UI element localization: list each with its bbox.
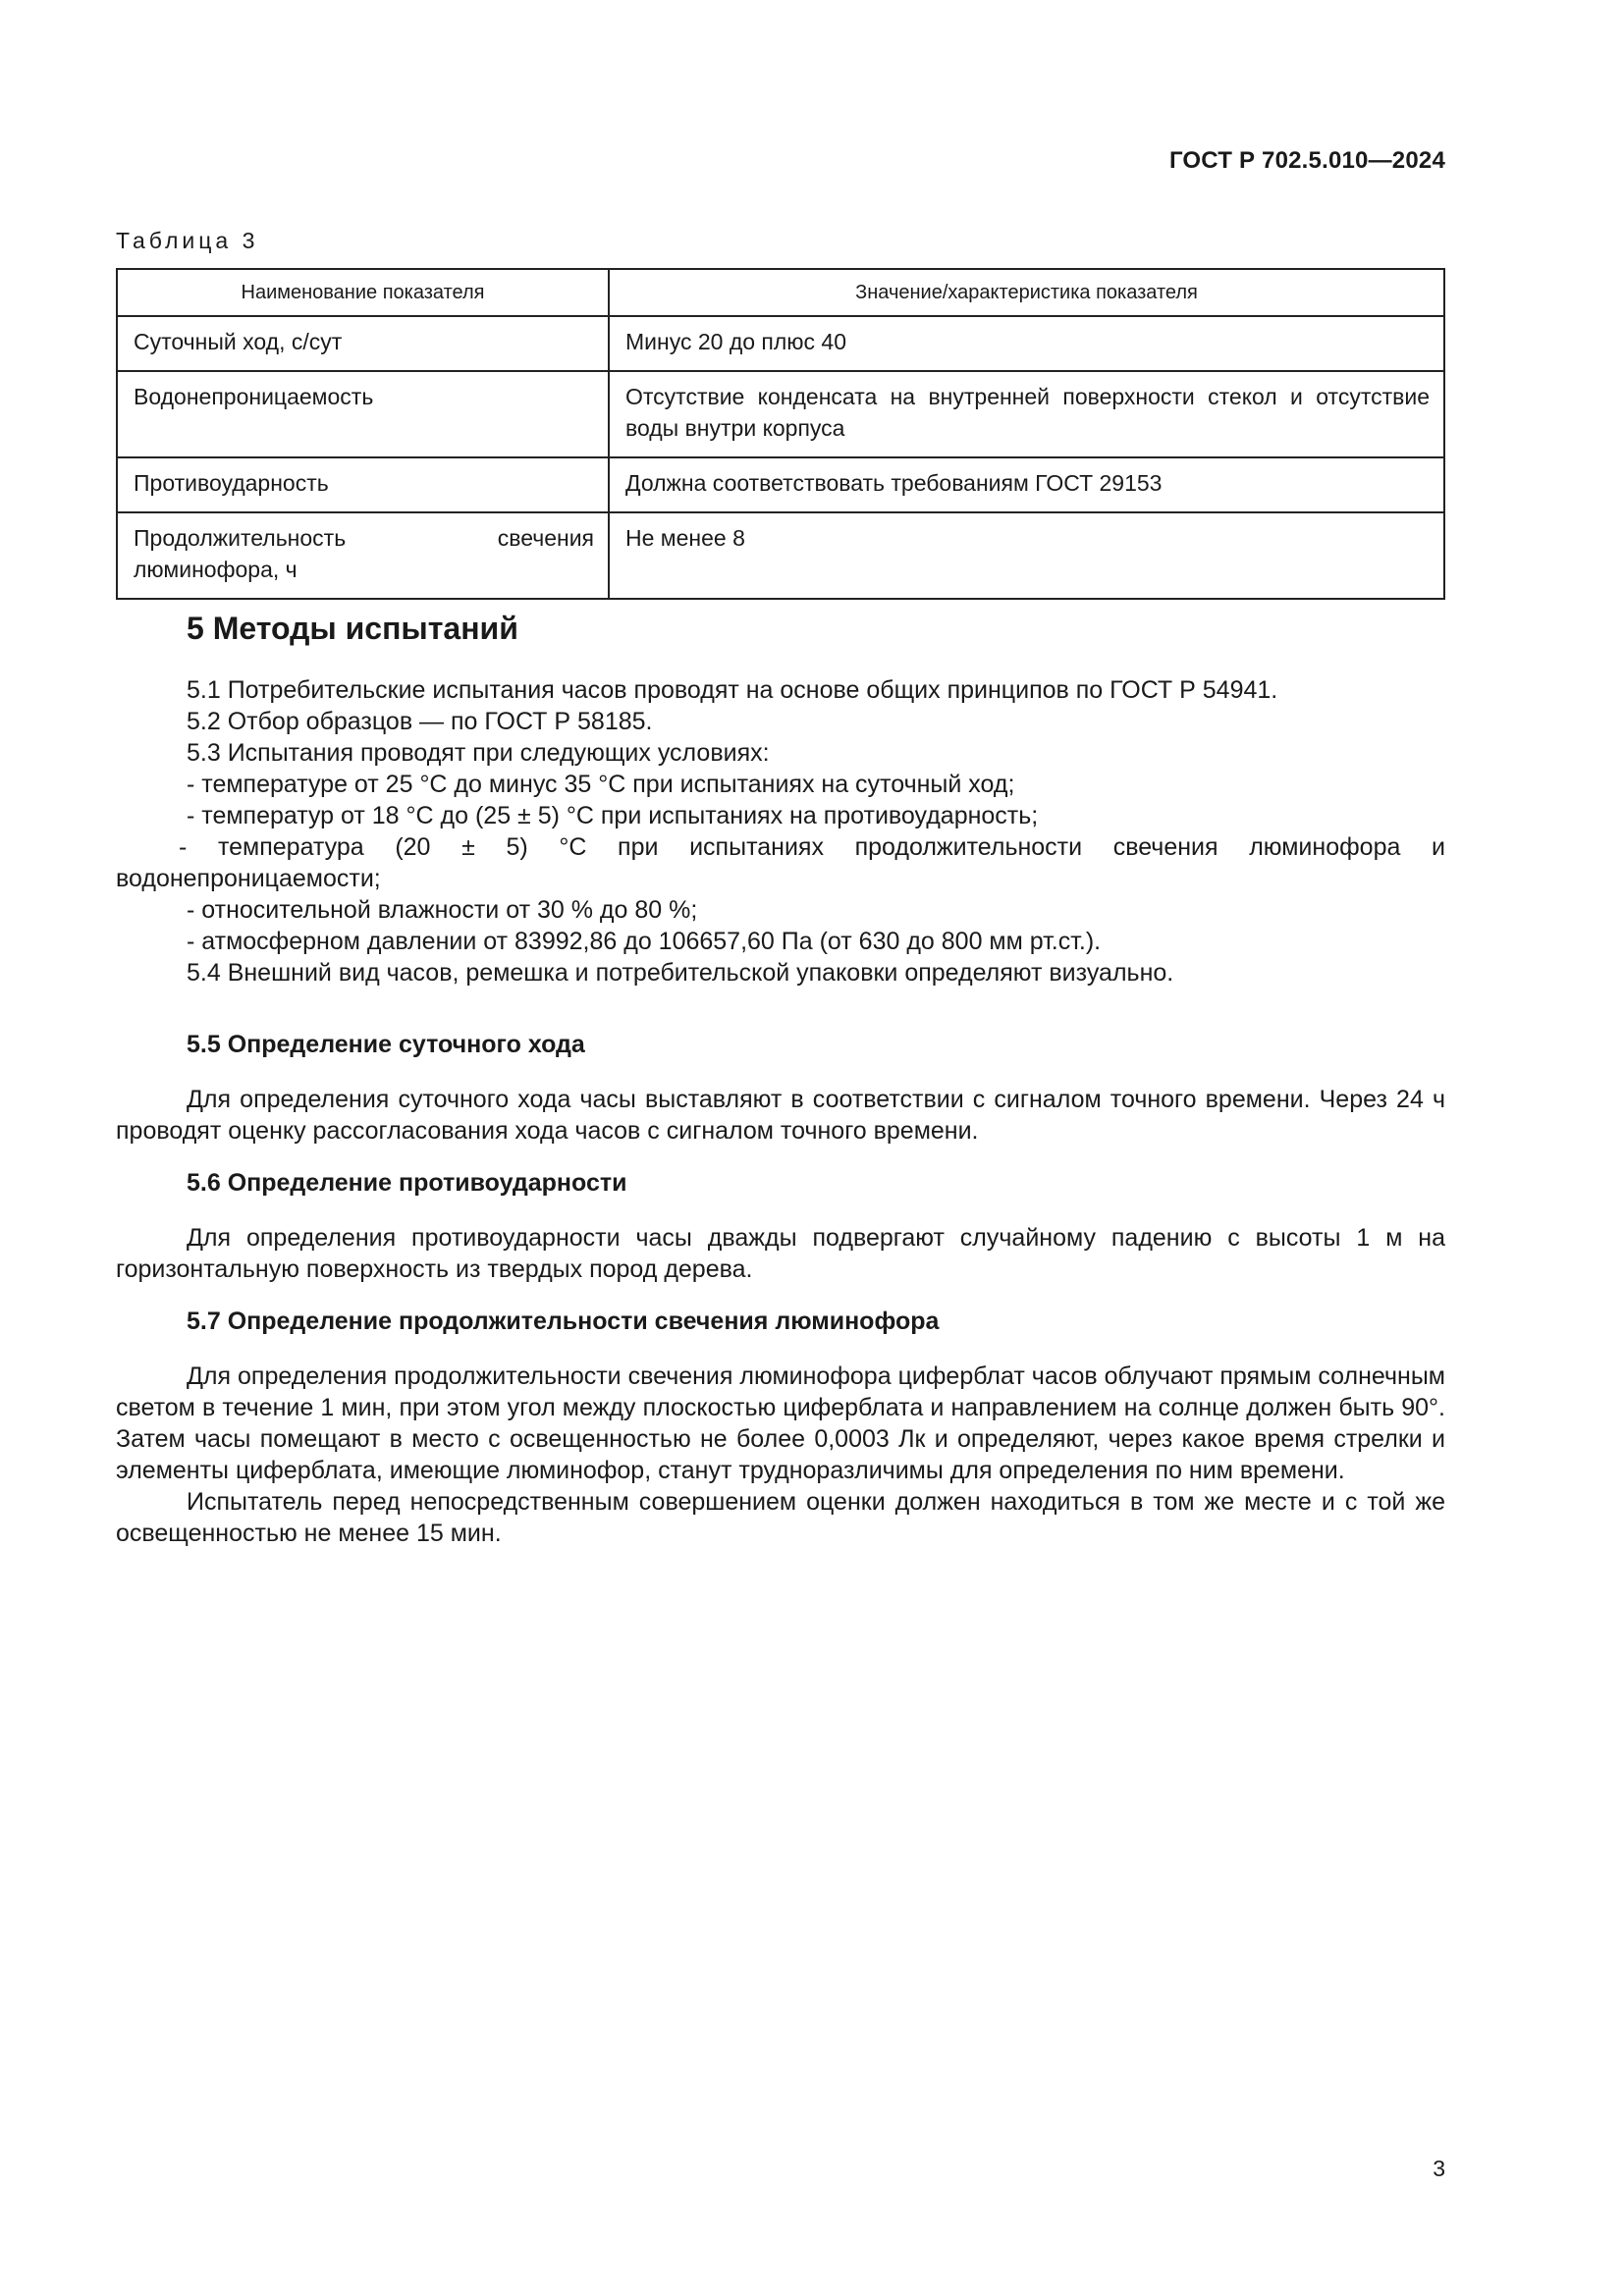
subsection-text: Испытатель перед непосредственным совершением оценки должен находиться в том же месте и с той же освещенностью не менее 15 мин.: [116, 1488, 1445, 1547]
subsection-text: Для определения продолжительности свечения люминофора циферблат часов облучают прямым солнечным светом в течение 1 мин, при этом угол между плоскостью циферблата и направлением на солнце должен быть 90°. Затем часы помещают в место с освещенностью не более 0,0003 Лк и определяют, через какое время стрелки и элементы циферблата, имеющие люминофор, станут трудноразличимы для определения по ним времени.: [116, 1362, 1445, 1484]
paragraph-5-2: 5.2 Отбор образцов — по ГОСТ Р 58185.: [187, 708, 653, 735]
table-cell-value: Отсутствие конденсата на внутренней поверхности стекол и отсутствие воды внутри корпуса: [609, 371, 1444, 457]
table-cell-name: Водонепроницаемость: [117, 371, 609, 457]
table-caption: Таблица 3: [116, 228, 259, 253]
paragraph-5-4: 5.4 Внешний вид часов, ремешка и потребительской упаковки определяют визуально.: [187, 959, 1174, 987]
list-item: - относительной влажности от 30 % до 80 %;: [187, 896, 698, 924]
subsection-title: 5.7 Определение продолжительности свечения люминофора: [187, 1308, 940, 1335]
document-id: ГОСТ Р 702.5.010—2024: [1168, 147, 1445, 174]
subsection-text: Для определения противоударности часы дважды подвергают случайному падению с высоты 1 м на горизонтальную поверхность из твердых пород дерева.: [116, 1224, 1445, 1283]
list-item: - температур от 18 °С до (25 ± 5) °С при испытаниях на противоударность;: [187, 802, 1039, 829]
section-5-paragraphs: [116, 674, 1445, 988]
section-title: 5 Методы испытаний: [187, 611, 518, 646]
indicators-table: [116, 268, 1445, 600]
paragraph-5-3: 5.3 Испытания проводят при следующих условиях:: [187, 739, 770, 767]
subsection-text: Для определения суточного хода часы выставляют в соответствии с сигналом точного времени. Через 24 ч проводят оценку рассогласования хода часов с сигналом точного времени.: [116, 1086, 1445, 1145]
subsection-title: 5.5 Определение суточного хода: [187, 1031, 585, 1058]
table-cell-name: Противоударность: [117, 457, 609, 512]
subsection-5-5: [116, 1029, 1445, 1147]
page-number: 3: [1433, 2156, 1445, 2181]
list-item: - температура (20 ± 5) °С при испытаниях продолжительности свечения люминофора и водонепроницаемости;: [116, 833, 1445, 892]
table-header-row: [117, 269, 1444, 316]
subsection-5-6: [116, 1167, 1445, 1285]
list-item: - температуре от 25 °С до минус 35 °С при испытаниях на суточный ход;: [187, 771, 1015, 798]
table-cell-value: Не менее 8: [609, 512, 1444, 599]
table-row: [117, 512, 1444, 599]
table-cell-value: Должна соответствовать требованиям ГОСТ 29153: [609, 457, 1444, 512]
table-row: [117, 371, 1444, 457]
subsection-5-7: [116, 1306, 1445, 1549]
paragraph-5-1: 5.1 Потребительские испытания часов проводят на основе общих принципов по ГОСТ Р 54941.: [187, 676, 1278, 704]
table-row: [117, 457, 1444, 512]
column-header-name: Наименование показателя: [117, 269, 609, 316]
column-header-value: Значение/характеристика показателя: [609, 269, 1444, 316]
table-cell-name: Продолжительность свечения люминофора, ч: [117, 512, 609, 599]
table-cell-name: Суточный ход, с/сут: [117, 316, 609, 371]
subsection-title: 5.6 Определение противоударности: [187, 1169, 627, 1197]
list-item: - атмосферном давлении от 83992,86 до 106657,60 Па (от 630 до 800 мм рт.ст.).: [187, 928, 1102, 955]
table-row: [117, 316, 1444, 371]
table-cell-value: Минус 20 до плюс 40: [609, 316, 1444, 371]
